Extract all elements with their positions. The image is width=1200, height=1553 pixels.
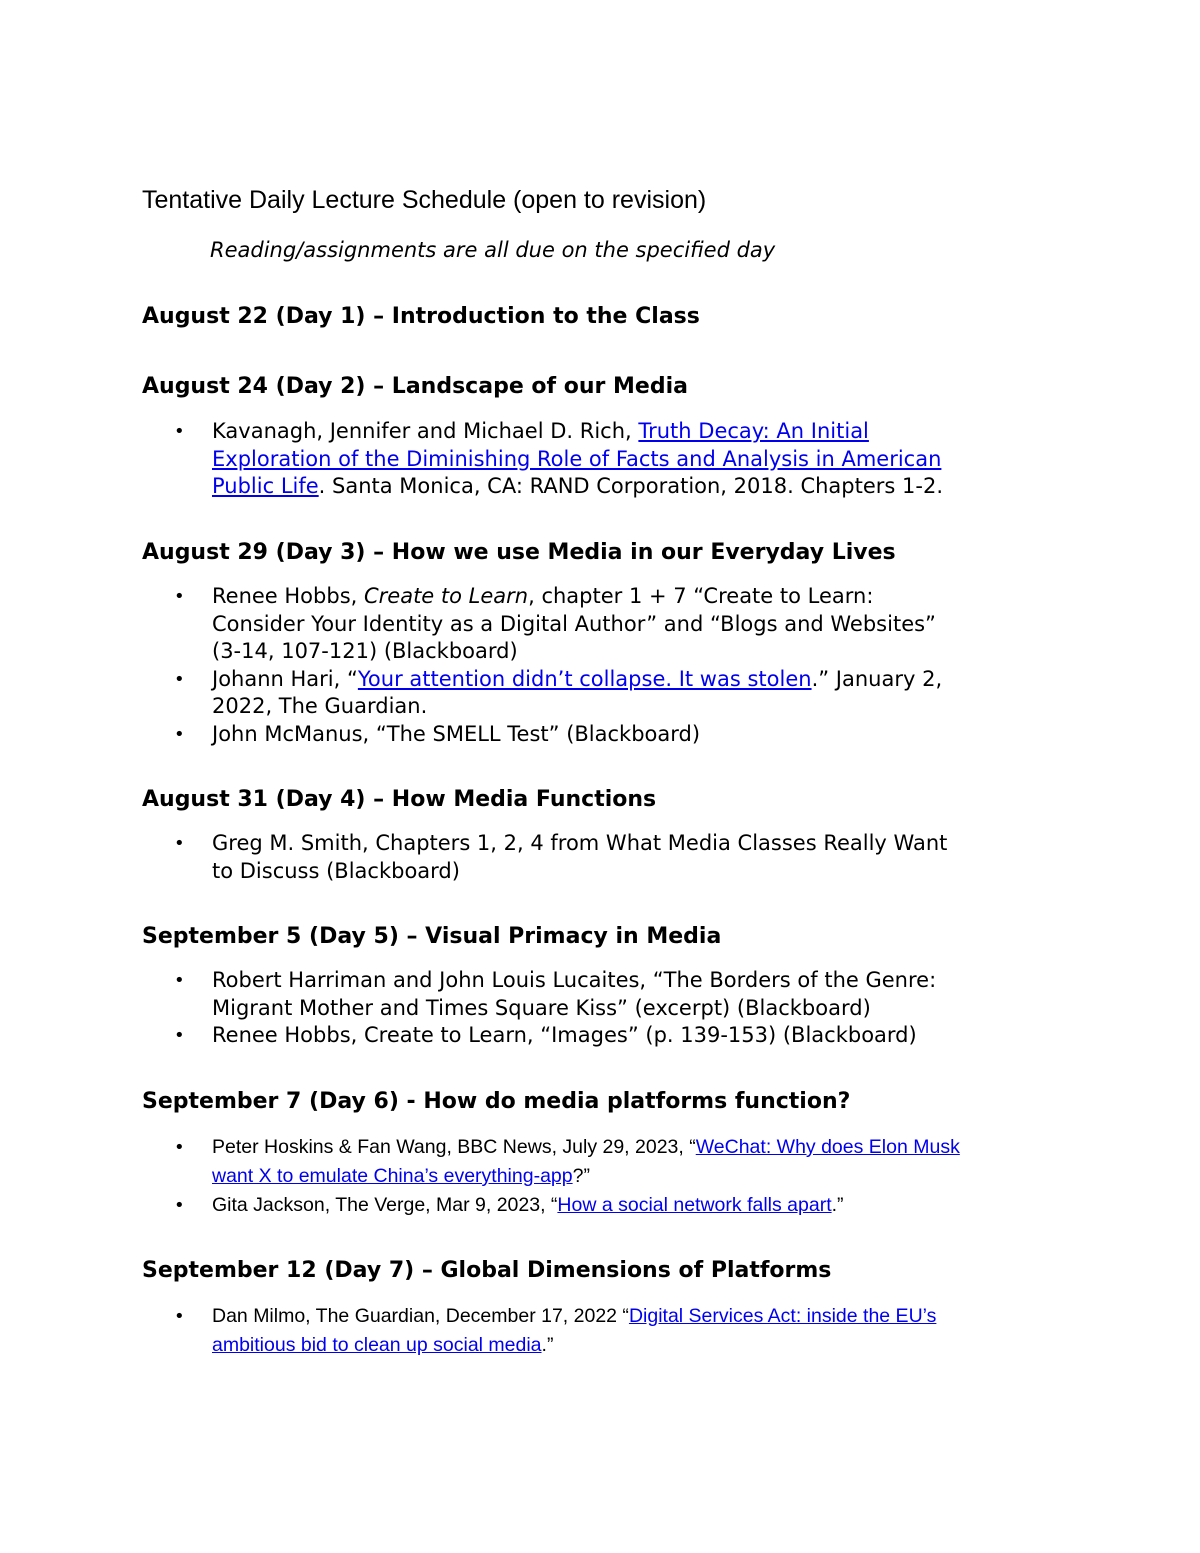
- reading-list-day-4: [170, 830, 947, 885]
- reading-text: , chapter 1 + 7 “Create to Learn:: [528, 584, 874, 608]
- day-heading-6: September 7 (Day 6) - How do media platforms function?: [142, 1089, 851, 1114]
- reading-link[interactable]: Digital Services Act: inside the EU’s ambitious bid to clean up social media: [212, 1305, 937, 1356]
- list-item: [170, 1302, 936, 1360]
- reading-link[interactable]: How a social network falls apart: [557, 1194, 832, 1216]
- list-item: [170, 721, 942, 749]
- bullet-icon: •: [174, 668, 185, 690]
- reading-text: Consider Your Identity as a Digital Author” and “Blogs and Websites”: [212, 611, 936, 636]
- reading-text: Gita Jackson, The Verge, Mar 9, 2023, “: [212, 1194, 558, 1216]
- list-item: [170, 1022, 936, 1050]
- reading-text: Dan Milmo, The Guardian, December 17, 2022 “: [212, 1305, 629, 1327]
- day-heading-2: August 24 (Day 2) – Landscape of our Media: [142, 374, 688, 399]
- reading-text: John McManus, “The SMELL Test” (Blackboard): [212, 721, 701, 746]
- day-heading-5: September 5 (Day 5) – Visual Primacy in Media: [142, 924, 722, 949]
- list-item: [170, 583, 942, 666]
- reading-text: Peter Hoskins & Fan Wang, BBC News, July 29, 2023, “: [212, 1136, 696, 1158]
- day-heading-7: September 12 (Day 7) – Global Dimensions of Platforms: [142, 1258, 832, 1283]
- list-item: [170, 418, 943, 501]
- reading-text: ?”: [572, 1165, 590, 1187]
- reading-text: to Discuss (Blackboard): [212, 858, 460, 883]
- reading-list-day-5: [170, 967, 936, 1050]
- bullet-icon: •: [174, 970, 185, 991]
- list-item: [170, 1133, 960, 1191]
- reading-text: Greg M. Smith, Chapters 1, 2, 4 from What Media Classes Really Want: [212, 831, 948, 855]
- reading-text: Migrant Mother and Times Square Kiss” (excerpt) (Blackboard): [212, 995, 871, 1020]
- bullet-icon: •: [174, 421, 185, 442]
- list-item: [170, 967, 936, 1022]
- reading-list-day-3: [170, 583, 942, 748]
- bullet-icon: •: [174, 1195, 185, 1216]
- reading-link[interactable]: Truth Decay: An Initial Exploration of the Diminishing Role of Facts and Analysis in American Public Life: [212, 419, 942, 498]
- reading-text: Kavanagh, Jennifer and Michael D. Rich,: [212, 419, 639, 443]
- reading-text: Robert Harriman and John Louis Lucaites, “The Borders of the Genre:: [212, 968, 937, 992]
- bullet-icon: •: [174, 723, 185, 745]
- list-item: [170, 666, 942, 721]
- reading-text: . Santa Monica, CA: RAND Corporation, 2018. Chapters 1-2.: [318, 474, 944, 498]
- list-item: [170, 830, 947, 885]
- bullet-icon: •: [174, 833, 185, 854]
- reading-list-day-2: [170, 418, 943, 501]
- reading-text: 2022, The Guardian.: [212, 694, 428, 718]
- reading-text: (3-14, 107-121) (Blackboard): [212, 639, 518, 663]
- reading-text: Renee Hobbs,: [212, 584, 364, 608]
- day-heading-1: August 22 (Day 1) – Introduction to the Class: [142, 304, 700, 329]
- bullet-icon: •: [174, 1306, 185, 1327]
- page-subtitle: Reading/assignments are all due on the specified day: [210, 238, 776, 262]
- reading-text: Renee Hobbs, Create to Learn, “Images” (p. 139-153) (Blackboard): [212, 1023, 917, 1047]
- reading-list-day-7: [170, 1302, 936, 1360]
- reading-link[interactable]: Your attention didn’t collapse. It was stolen: [357, 666, 812, 691]
- bullet-icon: •: [174, 586, 185, 607]
- day-heading-3: August 29 (Day 3) – How we use Media in our Everyday Lives: [142, 540, 896, 565]
- reading-text: Johann Hari, “: [212, 666, 358, 691]
- page-title: Tentative Daily Lecture Schedule (open to revision): [142, 186, 707, 214]
- reading-text: .”: [541, 1334, 554, 1356]
- bullet-icon: •: [174, 1137, 185, 1158]
- list-item: [170, 1191, 960, 1220]
- reading-text: .” January 2,: [811, 666, 943, 691]
- bullet-icon: •: [174, 1025, 185, 1046]
- reading-list-day-6: [170, 1133, 960, 1220]
- day-heading-4: August 31 (Day 4) – How Media Functions: [142, 787, 657, 812]
- reading-text: .”: [831, 1194, 844, 1216]
- book-title: Create to Learn: [363, 584, 529, 608]
- reading-link[interactable]: WeChat: Why does Elon Musk want X to emulate China’s everything-app: [212, 1136, 960, 1187]
